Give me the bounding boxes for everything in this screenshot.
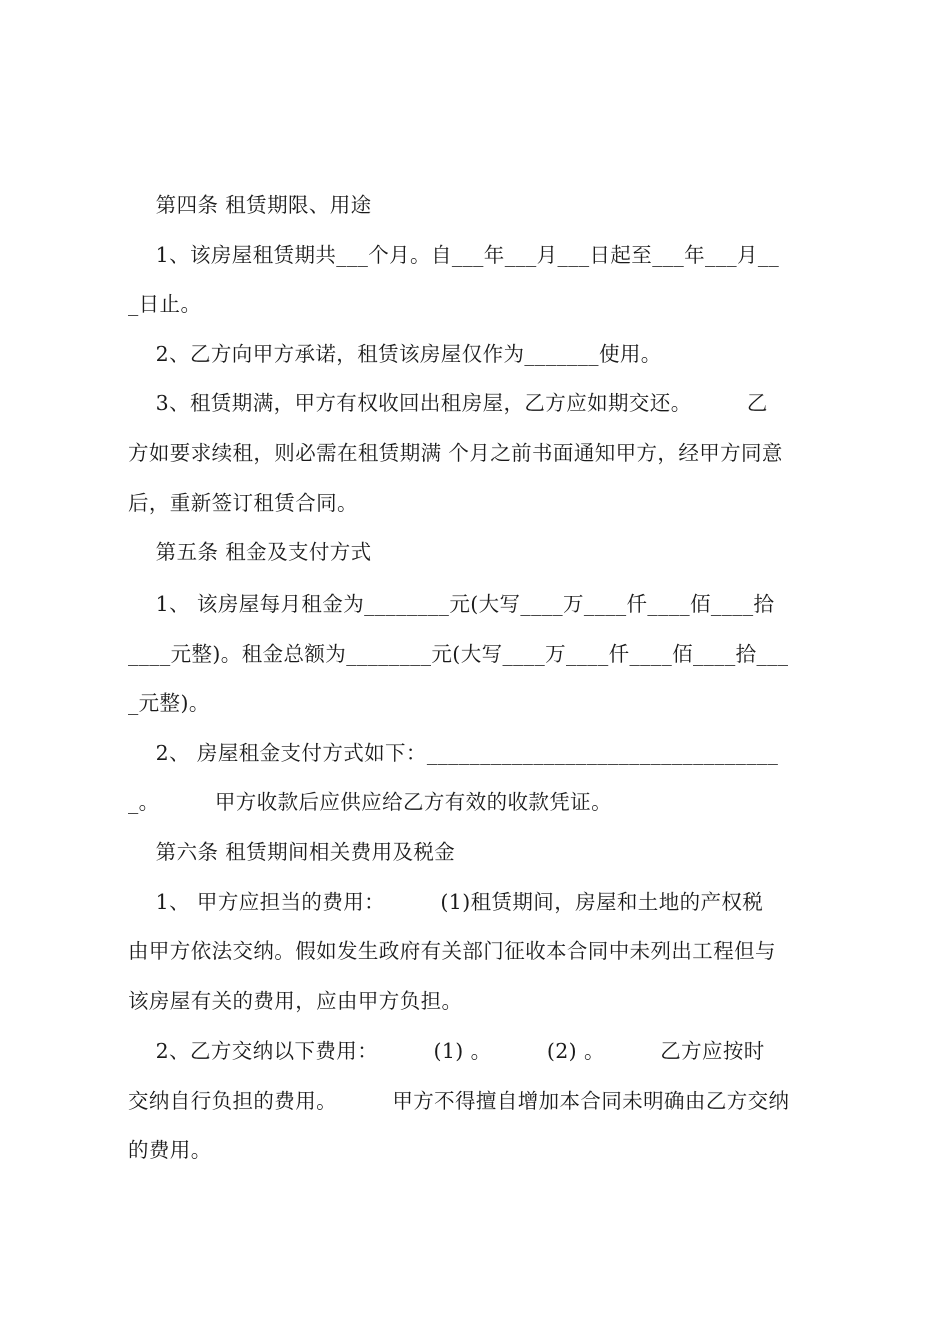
- article-6-clause-1-cont: 由甲方依法交纳。假如发生政府有关部门征收本合同中未列出工程但与: [128, 939, 776, 963]
- article-5-clause-1-cont: ____元整)。租金总额为________元(大写____万____仟____佰____拾___: [128, 642, 789, 666]
- article-4-clause-3: 3、租赁期满，甲方有权收回出租房屋，乙方应如期交还。 乙: [128, 391, 768, 415]
- article-6-clause-1: 1、 甲方应担当的费用： (1)租赁期间，房屋和土地的产权税: [128, 890, 764, 914]
- article-4-clause-3-cont: 方如要求续租，则必需在租赁期满 个月之前书面通知甲方，经甲方同意: [128, 441, 783, 465]
- article-5-clause-1: 1、 该房屋每月租金为________元(大写____万____仟____佰____拾: [128, 592, 775, 616]
- article-5-heading: 第五条 租金及支付方式: [128, 540, 372, 564]
- article-4-clause-2: 2、乙方向甲方承诺，租赁该房屋仅作为_______使用。: [128, 342, 662, 366]
- article-6-clause-1-cont: 该房屋有关的费用，应由甲方负担。: [128, 989, 463, 1013]
- article-5-clause-2-cont: _。 甲方收款后应供应给乙方有效的收款凭证。: [128, 790, 612, 814]
- article-6-clause-2-cont: 的费用。: [128, 1138, 212, 1162]
- article-5-clause-1-cont: _元整)。: [128, 691, 210, 715]
- article-4-heading: 第四条 租赁期限、用途: [128, 193, 372, 217]
- article-6-clause-2-cont: 交纳自行负担的费用。 甲方不得擅自增加本合同未明确由乙方交纳: [128, 1089, 790, 1113]
- article-5-clause-2: 2、 房屋租金支付方式如下：_________________________________: [128, 741, 779, 765]
- article-6-clause-2: 2、乙方交纳以下费用： (1) 。 (2) 。 乙方应按时: [128, 1039, 765, 1063]
- article-4-clause-1-cont: _日止。: [128, 292, 202, 316]
- article-6-heading: 第六条 租赁期间相关费用及税金: [128, 840, 456, 864]
- article-4-clause-1: 1、该房屋租赁期共___个月。自___年___月___日起至___年___月__: [128, 243, 780, 267]
- article-4-clause-3-cont: 后，重新签订租赁合同。: [128, 491, 358, 515]
